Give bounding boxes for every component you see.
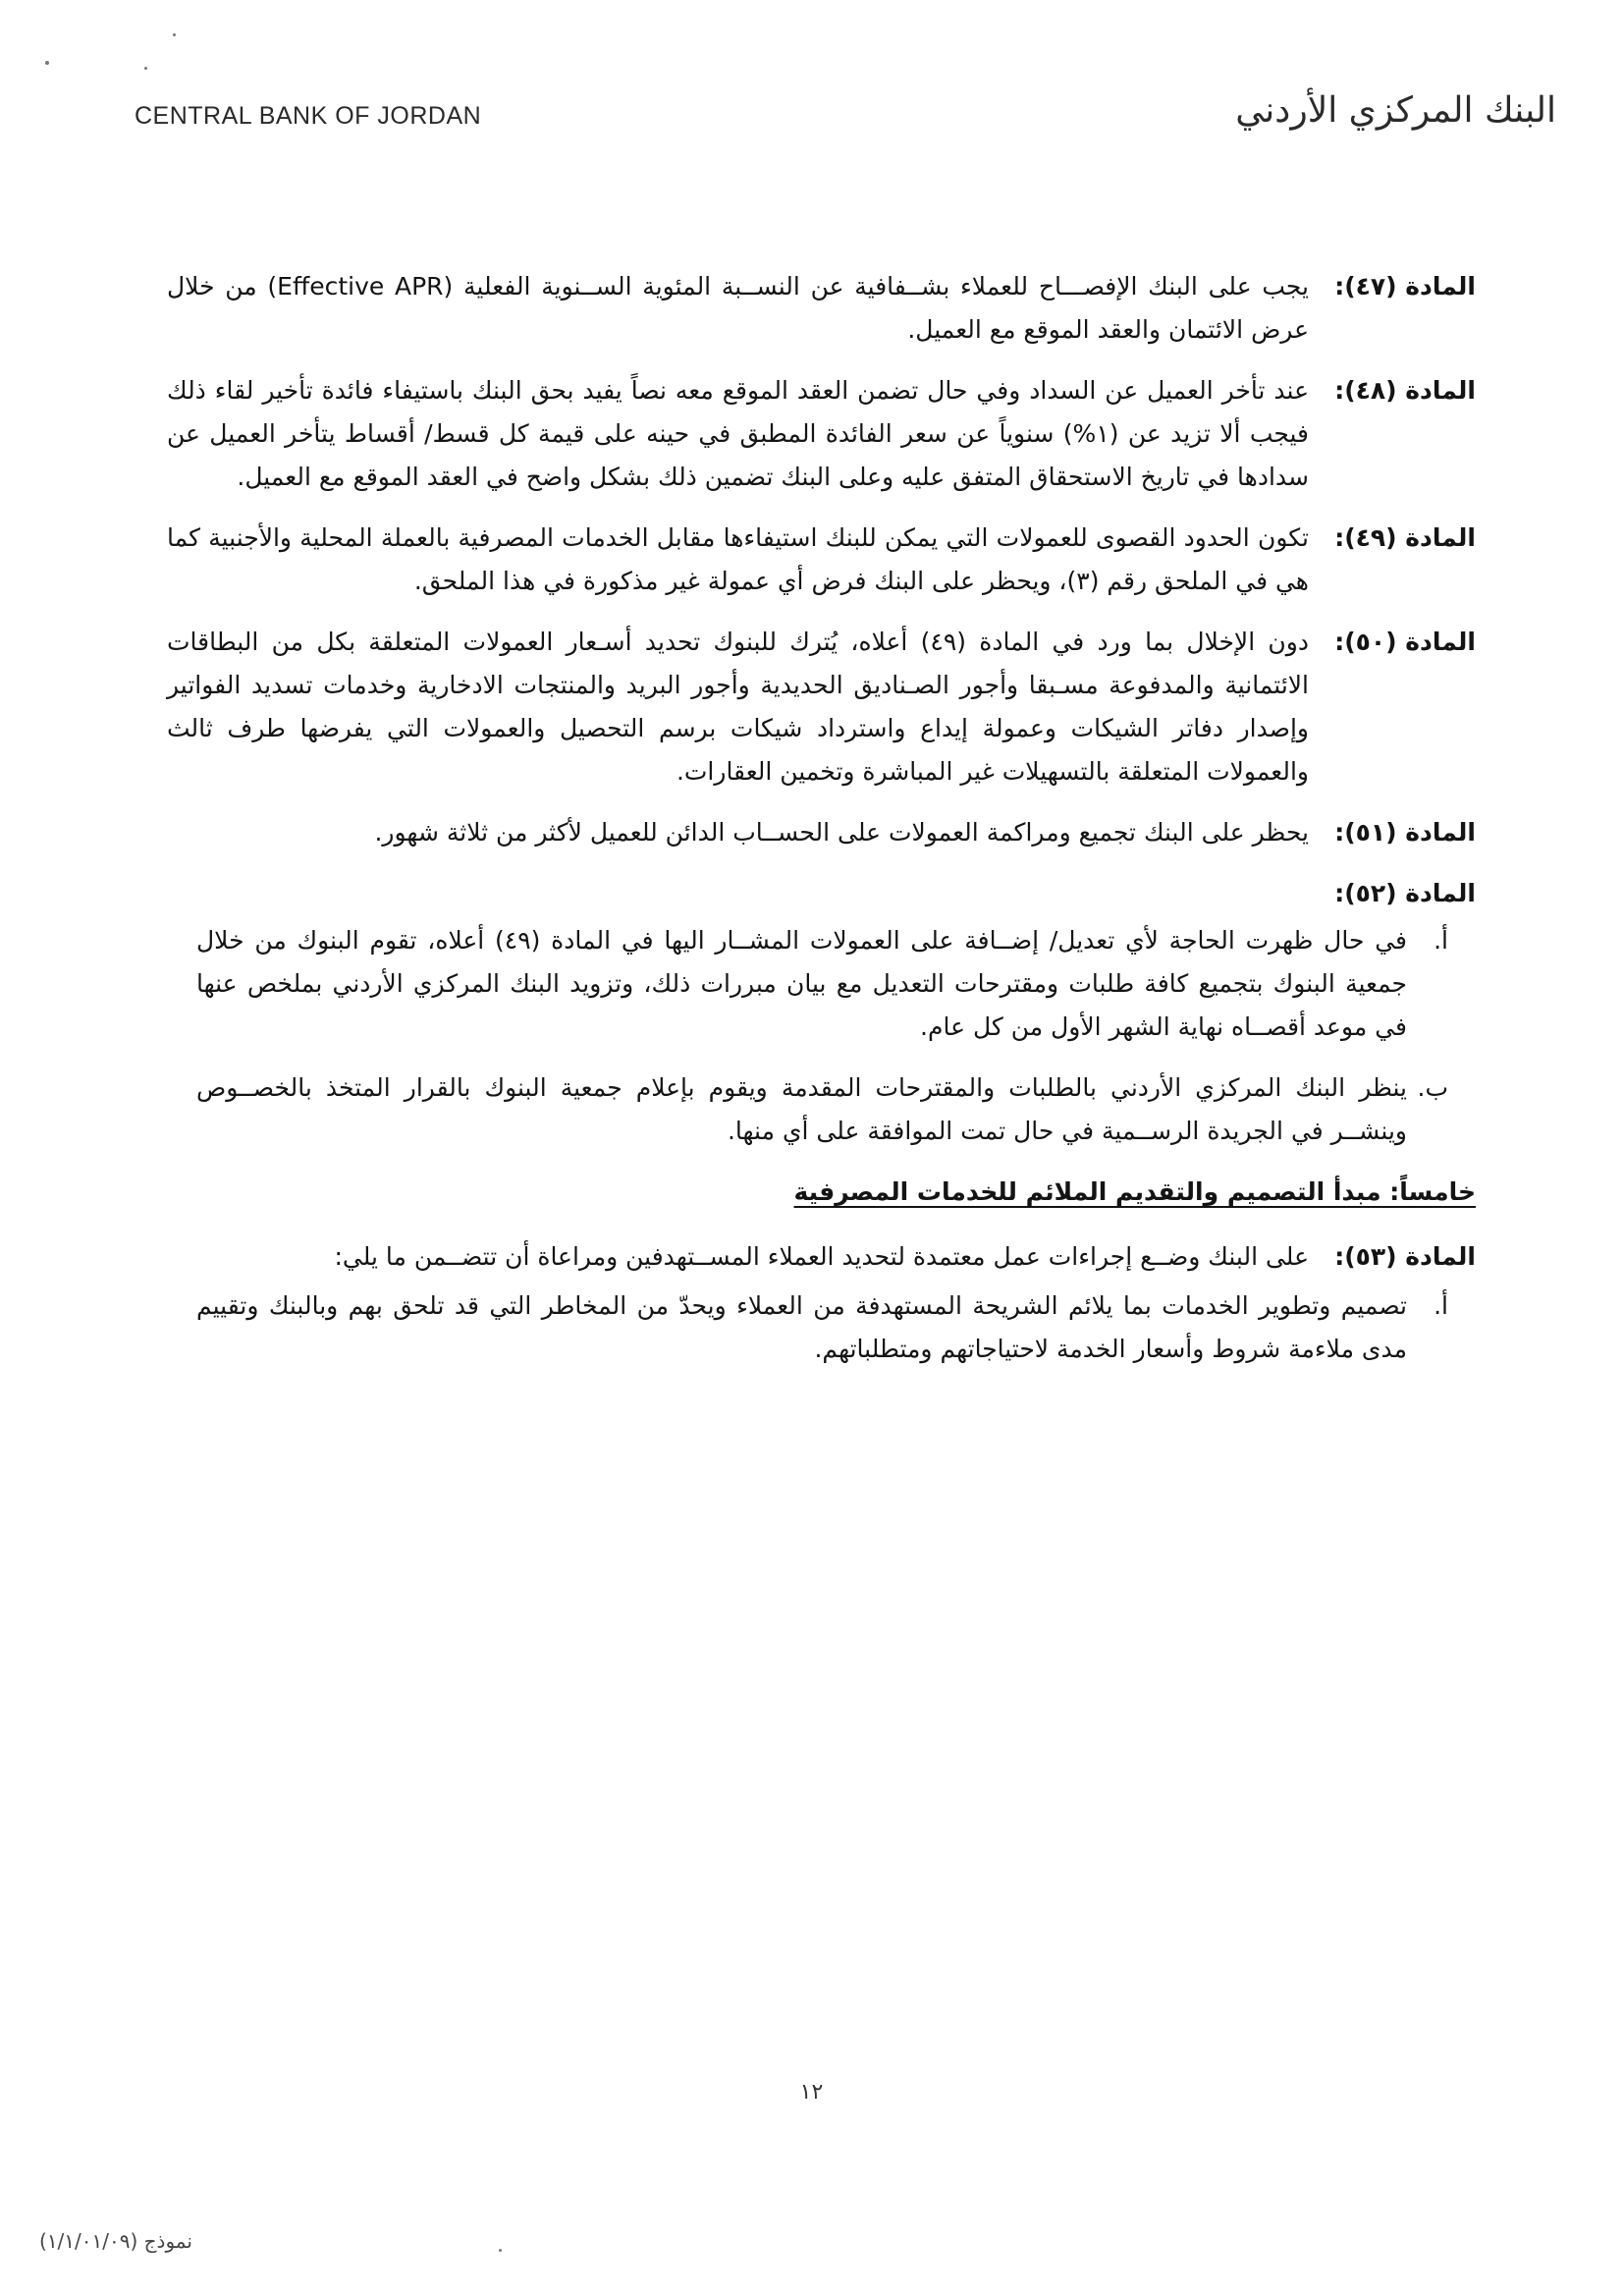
list-item-text: تصميم وتطوير الخدمات بما يلائم الشريحة المستهدفة من العملاء ويحدّ من المخاطر التي قد تلحق بهم وبالبنك وتقييم مدى ملاءمة شروط وأسعار الخدمة لاحتياجاتهم ومتطلباتهم. (196, 1291, 1407, 1363)
article-text: تكون الحدود القصوى للعمولات التي يمكن للبنك استيفاءها مقابل الخدمات المصرفية بالعملة المحلية والأجنبية كما هي في الملحق رقم (٣)، ويحظر على البنك فرض أي عمولة غير مذكورة في هذا الملحق. (167, 523, 1309, 595)
article-49 (167, 517, 1476, 603)
list-item (196, 1285, 1448, 1371)
list-item (196, 919, 1448, 1049)
article-label: المادة (٤٩): (1334, 523, 1476, 552)
list-item-text: ينظر البنك المركزي الأردني بالطلبات والمقترحات المقدمة ويقوم بإعلام جمعية البنوك بالقرار المتخذ بالخصــوص وينشــر في الجريدة الرســمية في حال تمت الموافقة على أي منها. (196, 1073, 1407, 1145)
article-text: على البنك وضــع إجراءات عمل معتمدة لتحديد العملاء المســتهدفين ومراعاة أن تتضــمن ما يلي: (334, 1242, 1309, 1271)
article-label: المادة (٥٠): (1334, 628, 1476, 656)
list-marker: أ. (1434, 1291, 1448, 1320)
article-label: المادة (٥٢): (1334, 879, 1476, 907)
article-label: المادة (٤٨): (1334, 376, 1476, 405)
article-label: المادة (٥١): (1334, 818, 1476, 847)
article-50 (167, 621, 1476, 793)
article-53-items (167, 1285, 1476, 1371)
form-code: نموذج (١/١/٠١/٠٩) (39, 2229, 192, 2253)
list-marker: أ. (1434, 926, 1448, 955)
article-47 (167, 265, 1476, 352)
article-53 (167, 1235, 1476, 1279)
article-48 (167, 369, 1476, 499)
page-number: ١٢ (799, 2080, 824, 2105)
article-label: المادة (٤٧): (1334, 272, 1476, 301)
article-52-items (167, 919, 1476, 1153)
list-item-text: في حال ظهرت الحاجة لأي تعديل/ إضــافة على العمولات المشــار اليها في المادة (٤٩) أعلاه، تقوم البنوك من خلال جمعية البنوك بتجميع كافة طلبات ومقترحات التعديل مع بيان مبررات ذلك، وتزويد البنك المركزي الأردني بملخص عنها في موعد أقصــاه نهاية الشهر الأول من كل عام. (196, 926, 1407, 1041)
document-body (167, 265, 1476, 1389)
article-text: عند تأخر العميل عن السداد وفي حال تضمن العقد الموقع معه نصاً يفيد بحق البنك باستيفاء فائدة تأخير لقاء ذلك فيجب ألا تزيد عن (١%) سنوياً عن سعر الفائدة المطبق في حينه على قيمة كل قسط/ أقساط يتأخر العميل عن سدادها في تاريخ الاستحقاق المتفق عليه وعلى البنك تضمين ذلك بشكل واضح في العقد الموقع مع العميل. (167, 376, 1309, 491)
list-marker: ب. (1417, 1073, 1448, 1102)
list-item (196, 1066, 1448, 1153)
bank-name-english: CENTRAL BANK OF JORDAN (135, 102, 482, 130)
article-text: يجب على البنك الإفصـــاح للعملاء بشــفافية عن النســبة المئوية الســنوية الفعلية (Effective APR) من خلال عرض الائتمان والعقد الموقع مع العميل. (167, 272, 1309, 344)
section-heading: خامساً: مبدأ التصميم والتقديم الملائم للخدمات المصرفية (793, 1177, 1476, 1206)
article-52 (167, 872, 1476, 915)
article-text: دون الإخلال بما ورد في المادة (٤٩) أعلاه، يُترك للبنوك تحديد أسـعار العمولات المتعلقة بكل من البطاقات الائتمانية والمدفوعة مسـبقا وأجور الصـناديق الحديدية وأجور البريد والمنتجات الادخارية وخدمات تسديد الفواتير وإصدار دفاتر الشيكات وعمولة إيداع واسترداد شيكات برسم التحصيل والعمولات التي يفرضها طرف ثالث والعمولات المتعلقة بالتسهيلات غير المباشرة وتخمين العقارات. (167, 628, 1309, 786)
bank-name-arabic: البنك المركزي الأردني (1235, 90, 1556, 131)
article-text: يحظر على البنك تجميع ومراكمة العمولات على الحســاب الدائن للعميل لأكثر من ثلاثة شهور. (374, 818, 1309, 847)
article-label: المادة (٥٣): (1334, 1242, 1476, 1271)
article-51 (167, 811, 1476, 854)
